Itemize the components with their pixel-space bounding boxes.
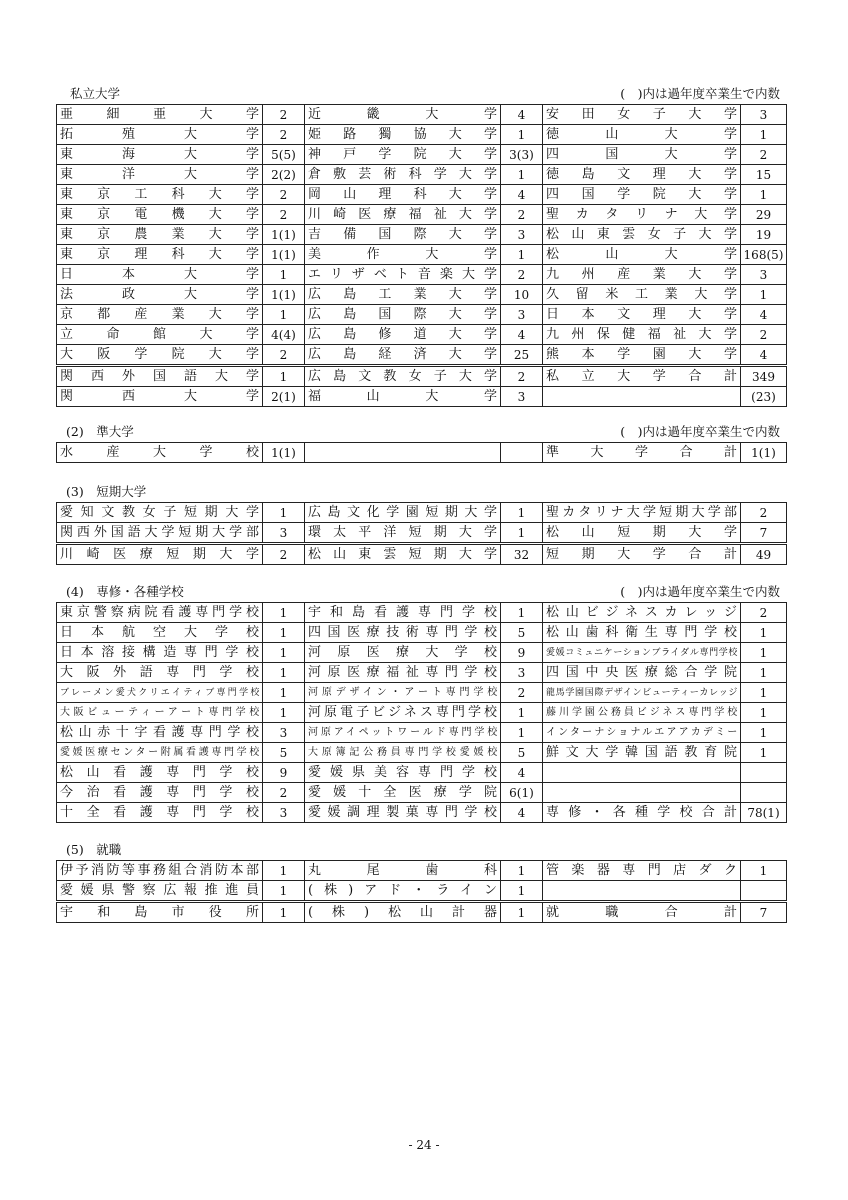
school-name-cell: 伊予消防等事務組合消防本部 [57, 861, 263, 881]
count-cell: 1 [741, 723, 787, 743]
school-name-cell: 川崎医療短期大学 [57, 544, 263, 565]
school-name-cell: 大阪ビューティーアート専門学校 [57, 703, 263, 723]
school-name-cell: 東京電機大学 [57, 205, 263, 225]
school-name-cell: 姫路獨協大学 [305, 125, 501, 145]
table-row [57, 861, 787, 881]
school-name-cell [543, 783, 741, 803]
school-name-cell: 九州保健福祉大学 [543, 325, 741, 345]
table-row [57, 803, 787, 823]
school-name-cell: 愛媛コミュニケーションブライダル専門学校 [543, 643, 741, 663]
school-name-cell: 広島文化学園短期大学 [305, 503, 501, 523]
count-cell: 1 [741, 623, 787, 643]
count-cell: 1 [263, 902, 305, 923]
count-cell: 1 [263, 703, 305, 723]
table-row [57, 763, 787, 783]
school-name-cell: 愛媛十全医療学院 [305, 783, 501, 803]
section-vocational-schools [56, 584, 786, 823]
count-cell: 7 [741, 523, 787, 544]
count-cell: 3 [501, 305, 543, 325]
count-cell [501, 443, 543, 463]
table-row [57, 503, 787, 523]
school-name-cell: 宇和島市役所 [57, 902, 263, 923]
count-cell: 1 [501, 603, 543, 623]
school-name-cell: 環太平洋短期大学 [305, 523, 501, 544]
count-cell [741, 783, 787, 803]
section-private-universities [56, 86, 786, 407]
count-cell: 3 [741, 105, 787, 125]
section-header [56, 424, 786, 442]
count-cell: 5(5) [263, 145, 305, 165]
count-cell: 1 [501, 503, 543, 523]
count-cell: 4 [741, 345, 787, 366]
count-cell: 1(1) [263, 443, 305, 463]
count-cell: 4 [741, 305, 787, 325]
school-name-cell: ブレーメン愛犬クリエイティブ専門学校 [57, 683, 263, 703]
count-cell: 25 [501, 345, 543, 366]
count-cell: 1(1) [263, 285, 305, 305]
count-cell: 3 [263, 523, 305, 544]
school-name-cell: 神戸学院大学 [305, 145, 501, 165]
school-name-cell: 松山東雲短期大学 [305, 544, 501, 565]
school-name-cell: 東京農業大学 [57, 225, 263, 245]
table-row [57, 623, 787, 643]
count-cell: 78(1) [741, 803, 787, 823]
school-name-cell: 鮮文大学韓国語教育院 [543, 743, 741, 763]
school-name-cell: 専修・各種学校合計 [543, 803, 741, 823]
count-cell [741, 763, 787, 783]
school-name-cell: 就職合計 [543, 902, 741, 923]
count-cell: 2 [501, 265, 543, 285]
count-cell: 4 [501, 325, 543, 345]
school-name-cell: 松山東雲女子大学 [543, 225, 741, 245]
school-name-cell: インターナショナルエアアカデミー [543, 723, 741, 743]
count-cell: 1 [741, 703, 787, 723]
school-name-cell: 日本文理大学 [543, 305, 741, 325]
count-cell: 1 [263, 603, 305, 623]
vocational-schools-table [56, 602, 787, 823]
table-row [57, 285, 787, 305]
school-name-cell: 河原医療大学校 [305, 643, 501, 663]
school-name-cell: 九州産業大学 [543, 265, 741, 285]
school-name-cell: 東京理科大学 [57, 245, 263, 265]
count-cell: 4 [501, 803, 543, 823]
school-name-cell: 広島工業大学 [305, 285, 501, 305]
count-cell: 1 [263, 265, 305, 285]
school-name-cell: 丸尾歯科 [305, 861, 501, 881]
table-row [57, 125, 787, 145]
school-name-cell: 京都産業大学 [57, 305, 263, 325]
school-name-cell: 岡山理科大学 [305, 185, 501, 205]
school-name-cell: 日本大学 [57, 265, 263, 285]
private-universities-table [56, 104, 787, 407]
table-row [57, 743, 787, 763]
count-cell: 1 [263, 683, 305, 703]
table-row [57, 683, 787, 703]
school-name-cell: 福山大学 [305, 387, 501, 407]
school-name-cell: 愛知文教女子短期大学 [57, 503, 263, 523]
count-cell: 2(1) [263, 387, 305, 407]
section-title: 私立大学 [70, 86, 121, 101]
count-cell: 1 [741, 743, 787, 763]
page-number: - 24 - [408, 1138, 440, 1152]
table-row [57, 902, 787, 923]
school-name-cell: エリザベト音楽大学 [305, 265, 501, 285]
count-cell: 2 [263, 105, 305, 125]
count-cell: 3 [263, 803, 305, 823]
section-header [56, 484, 786, 502]
count-cell: 4(4) [263, 325, 305, 345]
school-name-cell: 東京工科大学 [57, 185, 263, 205]
count-cell: 1 [501, 881, 543, 902]
count-cell: 2 [263, 185, 305, 205]
school-name-cell: 熊本学園大学 [543, 345, 741, 366]
count-cell: 1 [741, 683, 787, 703]
school-name-cell [543, 763, 741, 783]
school-name-cell: 東洋大学 [57, 165, 263, 185]
table-row [57, 523, 787, 544]
count-cell: 9 [263, 763, 305, 783]
section-header [56, 842, 786, 860]
table-row [57, 105, 787, 125]
school-name-cell: 宇和島看護専門学校 [305, 603, 501, 623]
count-cell: 2 [741, 603, 787, 623]
school-name-cell: 関西外国語大学 [57, 366, 263, 387]
count-cell: 19 [741, 225, 787, 245]
school-name-cell: 四国中央医療総合学院 [543, 663, 741, 683]
quasi-universities-table [56, 442, 787, 463]
count-cell: 2 [741, 503, 787, 523]
count-cell: 2 [501, 683, 543, 703]
school-name-cell: (株)アド・ライン [305, 881, 501, 902]
table-row [57, 205, 787, 225]
school-name-cell: 徳山大学 [543, 125, 741, 145]
section-junior-colleges [56, 484, 786, 565]
count-cell: 1 [263, 623, 305, 643]
school-name-cell: 十全看護専門学校 [57, 803, 263, 823]
count-cell: 3 [501, 663, 543, 683]
table-row [57, 265, 787, 285]
table-row [57, 703, 787, 723]
count-cell: 2 [501, 205, 543, 225]
school-name-cell: 松山歯科衛生専門学校 [543, 623, 741, 643]
count-cell: 349 [741, 366, 787, 387]
count-cell: 1(1) [263, 245, 305, 265]
school-name-cell: 久留米工業大学 [543, 285, 741, 305]
count-cell: 1 [741, 125, 787, 145]
school-name-cell: 河原医療福祉専門学校 [305, 663, 501, 683]
count-cell: 4 [501, 185, 543, 205]
school-name-cell: 広島国際大学 [305, 305, 501, 325]
count-cell: 1 [263, 663, 305, 683]
count-cell: 2(2) [263, 165, 305, 185]
section-title: (2) 準大学 [66, 424, 134, 439]
count-cell: 1 [501, 703, 543, 723]
count-cell: 2 [263, 205, 305, 225]
school-name-cell: 法政大学 [57, 285, 263, 305]
count-cell: 5 [501, 623, 543, 643]
school-name-cell: 河原電子ビジネス専門学校 [305, 703, 501, 723]
school-name-cell: 松山赤十字看護専門学校 [57, 723, 263, 743]
section-header [56, 584, 786, 602]
count-cell: 2 [263, 783, 305, 803]
count-cell: 1 [501, 523, 543, 544]
table-row [57, 783, 787, 803]
count-cell: 1 [741, 643, 787, 663]
employment-table [56, 860, 787, 923]
school-name-cell: 四国学院大学 [543, 185, 741, 205]
count-cell: 1 [263, 366, 305, 387]
junior-colleges-table [56, 502, 787, 565]
table-row [57, 145, 787, 165]
school-name-cell: 短期大学合計 [543, 544, 741, 565]
school-name-cell: 吉備国際大学 [305, 225, 501, 245]
school-name-cell: 水産大学校 [57, 443, 263, 463]
school-name-cell [305, 443, 501, 463]
school-name-cell: 大阪学院大学 [57, 345, 263, 366]
count-cell: 3 [501, 387, 543, 407]
count-cell: 2 [263, 125, 305, 145]
school-name-cell: 近畿大学 [305, 105, 501, 125]
count-cell: 1 [263, 305, 305, 325]
table-row [57, 185, 787, 205]
table-row [57, 245, 787, 265]
table-row [57, 345, 787, 366]
count-cell: 10 [501, 285, 543, 305]
section-note: ( )内は過年度卒業生で内数 [620, 86, 780, 101]
count-cell: 1(1) [263, 225, 305, 245]
school-name-cell [543, 881, 741, 902]
section-quasi-universities [56, 424, 786, 463]
count-cell: 1 [263, 881, 305, 902]
school-name-cell: 亜細亜大学 [57, 105, 263, 125]
count-cell: 1 [263, 861, 305, 881]
table-row [57, 366, 787, 387]
table-row [57, 325, 787, 345]
count-cell: 2 [263, 345, 305, 366]
count-cell: 32 [501, 544, 543, 565]
count-cell: 1 [741, 663, 787, 683]
school-name-cell: 広島修道大学 [305, 325, 501, 345]
table-row [57, 643, 787, 663]
school-name-cell: 愛媛県美容専門学校 [305, 763, 501, 783]
count-cell: 1 [501, 245, 543, 265]
count-cell: 1 [501, 165, 543, 185]
count-cell: 1 [501, 723, 543, 743]
table-row [57, 305, 787, 325]
school-name-cell: 東海大学 [57, 145, 263, 165]
section-title: (4) 専修・各種学校 [66, 584, 184, 599]
count-cell: 7 [741, 902, 787, 923]
count-cell: 2 [263, 544, 305, 565]
school-name-cell: 松山大学 [543, 245, 741, 265]
count-cell: 2 [501, 366, 543, 387]
count-cell: 3(3) [501, 145, 543, 165]
section-note: ( )内は過年度卒業生で内数 [620, 584, 780, 599]
count-cell: 6(1) [501, 783, 543, 803]
school-name-cell: 日本航空大学校 [57, 623, 263, 643]
section-header [56, 86, 786, 104]
table-row [57, 723, 787, 743]
school-name-cell: 安田女子大学 [543, 105, 741, 125]
school-name-cell: 大阪外語専門学校 [57, 663, 263, 683]
count-cell: 2 [741, 145, 787, 165]
school-name-cell: 広島文教女子大学 [305, 366, 501, 387]
count-cell: 5 [263, 743, 305, 763]
table-row [57, 544, 787, 565]
school-name-cell: 管楽器専門店ダク [543, 861, 741, 881]
school-name-cell: 龍馬学園国際デザインビューティーカレッジ [543, 683, 741, 703]
school-name-cell: 四国医療技術専門学校 [305, 623, 501, 643]
table-row [57, 225, 787, 245]
school-name-cell: 日本溶接構造専門学校 [57, 643, 263, 663]
section-employment [56, 842, 786, 923]
count-cell: 1 [263, 503, 305, 523]
count-cell: 4 [501, 763, 543, 783]
school-name-cell: 美作大学 [305, 245, 501, 265]
count-cell: 5 [501, 743, 543, 763]
count-cell: 1(1) [741, 443, 787, 463]
count-cell [741, 881, 787, 902]
school-name-cell: 立命館大学 [57, 325, 263, 345]
count-cell: 1 [501, 861, 543, 881]
school-name-cell: 今治看護専門学校 [57, 783, 263, 803]
school-name-cell: 東京警察病院看護専門学校 [57, 603, 263, 623]
school-name-cell: 関西大学 [57, 387, 263, 407]
table-row [57, 443, 787, 463]
school-name-cell: 愛媛医療センター附属看護専門学校 [57, 743, 263, 763]
school-name-cell: 関西外国語大学短期大学部 [57, 523, 263, 544]
school-name-cell: 川崎医療福祉大学 [305, 205, 501, 225]
school-name-cell: 愛媛県警察広報推進員 [57, 881, 263, 902]
school-name-cell: 河原アイペットワールド専門学校 [305, 723, 501, 743]
school-name-cell: 松山看護専門学校 [57, 763, 263, 783]
school-name-cell: 聖カタリナ大学 [543, 205, 741, 225]
school-name-cell: (株)松山計器 [305, 902, 501, 923]
count-cell: 9 [501, 643, 543, 663]
school-name-cell: 愛媛調理製菓専門学校 [305, 803, 501, 823]
school-name-cell: 広島経済大学 [305, 345, 501, 366]
section-title: (5) 就職 [66, 842, 122, 857]
school-name-cell: 松山短期大学 [543, 523, 741, 544]
table-row [57, 387, 787, 407]
school-name-cell: 藤川学園公務員ビジネス専門学校 [543, 703, 741, 723]
count-cell: 168(5) [741, 245, 787, 265]
count-cell: 4 [501, 105, 543, 125]
school-name-cell: 準大学合計 [543, 443, 741, 463]
section-title: (3) 短期大学 [66, 484, 147, 499]
count-cell: 3 [501, 225, 543, 245]
school-name-cell: 倉敷芸術科学大学 [305, 165, 501, 185]
count-cell: 2 [741, 325, 787, 345]
table-row [57, 663, 787, 683]
school-name-cell: 松山ビジネスカレッジ [543, 603, 741, 623]
table-row [57, 165, 787, 185]
school-name-cell: 大原簿記公務員専門学校愛媛校 [305, 743, 501, 763]
table-row [57, 881, 787, 902]
count-cell: 1 [263, 643, 305, 663]
school-name-cell: 四国大学 [543, 145, 741, 165]
count-cell: 1 [501, 902, 543, 923]
school-name-cell: 拓殖大学 [57, 125, 263, 145]
count-cell: 1 [501, 125, 543, 145]
count-cell: 1 [741, 185, 787, 205]
count-cell: 49 [741, 544, 787, 565]
school-name-cell: 聖カタリナ大学短期大学部 [543, 503, 741, 523]
table-row [57, 603, 787, 623]
school-name-cell [543, 387, 741, 407]
count-cell: 15 [741, 165, 787, 185]
section-note: ( )内は過年度卒業生で内数 [620, 424, 780, 439]
count-cell: (23) [741, 387, 787, 407]
school-name-cell: 徳島文理大学 [543, 165, 741, 185]
school-name-cell: 河原デザイン・アート専門学校 [305, 683, 501, 703]
school-name-cell: 私立大学合計 [543, 366, 741, 387]
count-cell: 3 [263, 723, 305, 743]
count-cell: 1 [741, 285, 787, 305]
count-cell: 3 [741, 265, 787, 285]
count-cell: 29 [741, 205, 787, 225]
count-cell: 1 [741, 861, 787, 881]
